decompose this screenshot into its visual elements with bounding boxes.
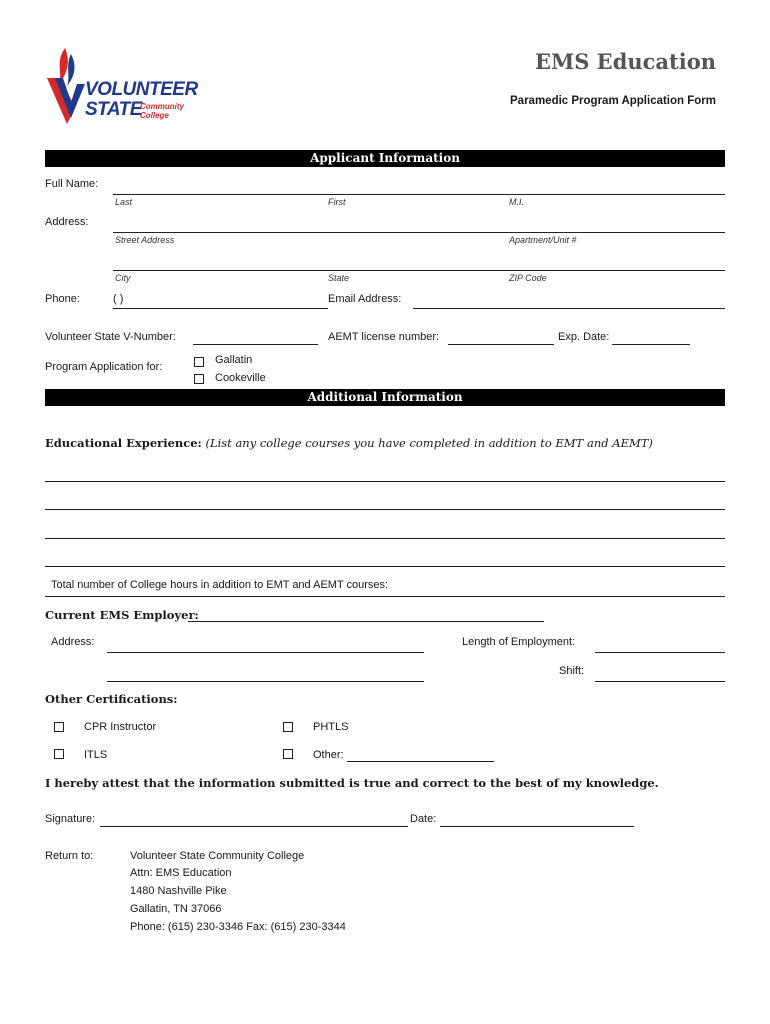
email-field[interactable] xyxy=(413,308,725,309)
aemt-label: AEMT license number: xyxy=(328,331,440,343)
cookeville-checkbox[interactable] xyxy=(194,374,204,384)
zip-hint: ZIP Code xyxy=(509,273,547,283)
return-address-line-1: Volunteer State Community College xyxy=(130,850,305,862)
itls-checkbox[interactable] xyxy=(54,749,64,759)
edu-line-3[interactable] xyxy=(45,538,725,539)
other-cert-label: Other: xyxy=(313,749,344,761)
logo-word-college: College xyxy=(140,111,169,120)
logo-word-state: STATE xyxy=(85,99,142,120)
employer-address-field-2[interactable] xyxy=(107,681,424,682)
cpr-instructor-checkbox[interactable] xyxy=(54,722,64,732)
edu-line-2[interactable] xyxy=(45,509,725,510)
cookeville-label: Cookeville xyxy=(215,372,266,384)
page-title: EMS Education xyxy=(534,49,716,74)
gallatin-label: Gallatin xyxy=(215,354,253,366)
first-name-hint: First xyxy=(328,197,346,207)
shift-field[interactable] xyxy=(595,681,725,682)
return-address-line-2: Attn: EMS Education xyxy=(130,867,232,879)
mi-hint: M.I. xyxy=(509,197,524,207)
return-to-label: Return to: xyxy=(45,850,94,862)
employer-field[interactable] xyxy=(188,621,544,622)
edu-experience-label: Educational Experience: xyxy=(45,436,202,450)
aemt-field[interactable] xyxy=(448,344,554,345)
edu-line-1[interactable] xyxy=(45,481,725,482)
signature-label: Signature: xyxy=(45,813,96,825)
signature-field[interactable] xyxy=(100,826,408,827)
street-address-field[interactable] xyxy=(113,232,725,233)
phtls-checkbox[interactable] xyxy=(283,722,293,732)
logo-word-community: Community xyxy=(140,102,184,111)
date-field[interactable] xyxy=(440,826,634,827)
cpr-instructor-label: CPR Instructor xyxy=(84,721,157,733)
city-state-zip-field[interactable] xyxy=(113,270,725,271)
attestation-statement: I hereby attest that the information submitted is true and correct to the best of my knowledge. xyxy=(45,776,659,790)
email-label: Email Address: xyxy=(328,293,402,305)
page-subtitle: Paramedic Program Application Form xyxy=(510,95,716,107)
shift-label: Shift: xyxy=(559,665,585,677)
additional-info-heading: Additional Information xyxy=(45,389,725,406)
employer-label: Current EMS Employer: xyxy=(45,608,199,622)
employer-address-field-1[interactable] xyxy=(107,652,424,653)
city-hint: City xyxy=(115,273,131,283)
address-label: Address: xyxy=(45,216,89,228)
employer-address-label: Address: xyxy=(51,636,95,648)
phtls-label: PHTLS xyxy=(313,721,349,733)
vnumber-label: Volunteer State V-Number: xyxy=(45,331,176,343)
certifications-label: Other Certifications: xyxy=(45,692,178,706)
phone-area-code: ( ) xyxy=(113,293,124,305)
street-hint: Street Address xyxy=(115,235,175,245)
college-hours-label: Total number of College hours in addition to EMT and AEMT courses: xyxy=(51,579,389,591)
college-hours-field[interactable] xyxy=(45,596,725,597)
gallatin-checkbox[interactable] xyxy=(194,357,204,367)
return-address-line-5: Phone: (615) 230-3346 Fax: (615) 230-3344 xyxy=(130,921,346,933)
phone-label: Phone: xyxy=(45,293,80,305)
edu-line-4[interactable] xyxy=(45,566,725,567)
return-address-line-4: Gallatin, TN 37066 xyxy=(130,903,222,915)
exp-date-field[interactable] xyxy=(612,344,690,345)
vnumber-field[interactable] xyxy=(193,344,318,345)
employment-length-field[interactable] xyxy=(595,652,725,653)
apt-hint: Apartment/Unit # xyxy=(509,235,577,245)
return-address-line-3: 1480 Nashville Pike xyxy=(130,885,227,897)
state-hint: State xyxy=(328,273,350,283)
itls-label: ITLS xyxy=(84,749,108,761)
college-logo xyxy=(45,48,210,130)
edu-experience-row xyxy=(45,436,653,450)
exp-date-label: Exp. Date: xyxy=(558,331,610,343)
full-name-label: Full Name: xyxy=(45,178,99,190)
program-label: Program Application for: xyxy=(45,361,163,373)
other-cert-checkbox[interactable] xyxy=(283,749,293,759)
employment-length-label: Length of Employment: xyxy=(462,636,576,648)
phone-field[interactable] xyxy=(113,308,328,309)
edu-experience-note: (List any college courses you have completed in addition to EMT and AEMT) xyxy=(205,436,653,450)
other-cert-field[interactable] xyxy=(347,761,494,762)
date-label: Date: xyxy=(410,813,437,825)
applicant-info-heading: Applicant Information xyxy=(45,150,725,167)
last-name-hint: Last xyxy=(115,197,133,207)
full-name-field[interactable] xyxy=(113,194,725,195)
logo-word-volunteer: VOLUNTEER xyxy=(85,79,198,100)
